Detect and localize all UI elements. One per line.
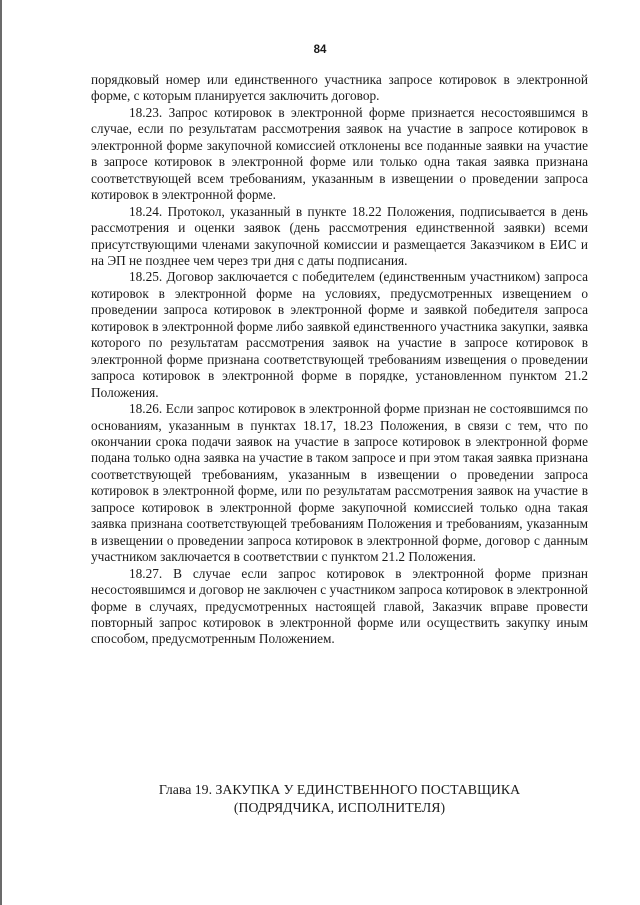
chapter-heading [91,781,588,817]
paragraph-18-26: 18.26. Если запрос котировок в электронной форме признан не состоявшимся по основаниям, указанным в пунктах 18.17, 18.23 Положения, в связи с тем, что по окончании срока подачи заявок на участие в запросе котировок в электронной форме подана только одна заявка на участие в таком запросе и при этом такая заявка признана соответствующей требованиям, указанным в извещении о проведении запроса котировок в электронной форме, или по результатам рассмотрения заявок на участие в запросе котировок в электронной форме закупочной комиссией только одна такая заявка признана соответствующей требованиям Положения и требованиям, указанным в извещении о проведении запроса котировок в электронной форме, договор с данным участником заключается в соответствии с пунктом 21.2 Положения. [91,401,588,565]
paragraph-18-23: 18.23. Запрос котировок в электронной форме признается несостоявшимся в случае, если по результатам рассмотрения заявок на участие в запросе котировок в электронной форме закупочной комиссией отклонены все поданные заявки на участие в запросе котировок в электронной форме или только одна такая заявка признана соответствующей всем требованиям, указанным в извещении о проведении запроса котировок в электронной форме. [91,104,588,203]
paragraph-continuation: порядковый номер или единственного участника запросе котировок в электронной форме, с которым планируется заключить договор. [91,72,588,104]
page-number: 84 [313,44,327,56]
chapter-heading-line-1: Глава 19. ЗАКУПКА У ЕДИНСТВЕННОГО ПОСТАВЩИКА [158,782,521,797]
paragraph-18-25: 18.25. Договор заключается с победителем (единственным участником) запроса котировок в электронной форме на условиях, предусмотренных извещением о проведении запроса котировок в электронной форме и заявкой победителя запроса котировок в электронной форме либо заявкой единственного участника закупки, заявка которого по результатам рассмотрения заявок на участие в запросе котировок в электронной форме признана соответствующей требованиям извещения о проведении запроса котировок в электронной форме в порядке, установленном пунктом 21.2 Положения. [91,269,588,400]
body-text [91,72,588,648]
scan-edge-line [0,0,2,905]
chapter-heading-line-2: (ПОДРЯДЧИКА, ИСПОЛНИТЕЛЯ) [233,800,446,815]
paragraph-18-27: 18.27. В случае если запрос котировок в электронной форме признан несостоявшимся и договор не заключен с участником запроса котировок в электронной форме в случаях, предусмотренных настоящей главой, Заказчик вправе провести повторный запрос котировок в электронной форме или осуществить закупку иным способом, предусмотренным Положением. [91,565,588,647]
paragraph-18-24: 18.24. Протокол, указанный в пункте 18.22 Положения, подписывается в день рассмотрения и оценки заявок (день рассмотрения единственной заявки) всеми присутствующими членами закупочной комиссии и размещается Заказчиком в ЕИС и на ЭП не позднее чем через три дня с даты подписания. [91,203,588,268]
